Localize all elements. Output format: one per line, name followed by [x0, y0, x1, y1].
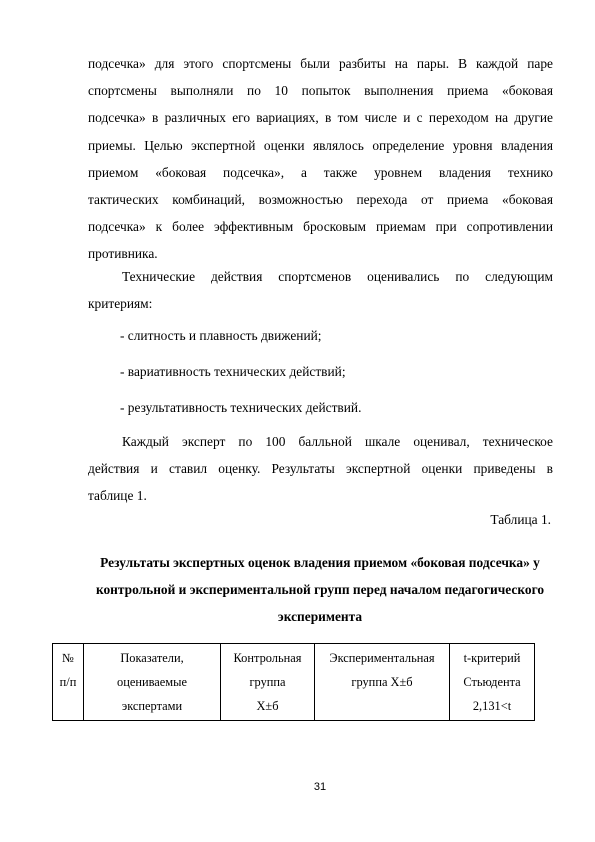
title-line: Результаты экспертных оценок владения приемом «боковая подсечка» у	[100, 555, 540, 570]
criteria-item: - результативность технических действий.	[120, 400, 362, 415]
header-text: группа	[249, 675, 286, 689]
header-cell-indicators	[84, 644, 221, 721]
title-line: контрольной и экспериментальной групп перед началом педагогического	[95, 582, 545, 598]
text-line: подсечка» в различных его вариациях, в том числе и с переходом на другие	[88, 110, 553, 126]
criteria-item: - вариативность технических действий;	[120, 364, 346, 379]
text-line: подсечка» к более эффективным бросковым приемам при сопротивлении	[88, 219, 553, 235]
paragraph-3	[88, 428, 553, 510]
text-line: противника.	[88, 246, 158, 262]
header-text: оцениваемые	[117, 675, 187, 689]
table-header-row	[53, 644, 535, 721]
header-text: экспертами	[121, 699, 183, 713]
header-cell-t-criterion	[450, 644, 535, 721]
header-cell-experimental-group	[315, 644, 450, 721]
header-text: Показатели,	[120, 651, 184, 665]
header-text: №	[62, 651, 74, 665]
header-text: X±б	[256, 699, 279, 713]
text-line: таблице 1.	[88, 488, 147, 504]
header-text: п/п	[59, 675, 77, 689]
header-text: группа X±б	[351, 675, 413, 689]
page-number: 31	[313, 781, 327, 793]
text-line: спортсмены выполняли по 10 попыток выполнения приема «боковая	[88, 83, 553, 99]
table-title	[60, 549, 580, 631]
results-table	[52, 643, 535, 721]
header-cell-number	[53, 644, 84, 721]
header-text: 2,131<t	[472, 699, 512, 713]
text-line: действия и ставил оценку. Результаты экспертной оценки приведены в	[88, 461, 553, 477]
text-line: подсечка» для этого спортсмены были разбиты на пары. В каждой паре	[88, 56, 553, 71]
header-text: Стьюдента	[463, 675, 521, 689]
header-cell-control-group	[221, 644, 315, 721]
header-text: Экспериментальная	[329, 651, 435, 665]
criteria-item: - слитность и плавность движений;	[120, 328, 322, 343]
text-line: Каждый эксперт по 100 балльной шкале оценивал, техническое	[122, 434, 553, 449]
paragraph-1	[88, 50, 553, 268]
text-line: тактических комбинаций, возможностью перехода от приема «боковая	[88, 191, 553, 207]
text-line: приемы. Целью экспертной оценки являлось определение уровня владения	[88, 137, 553, 153]
header-text: Контрольная	[233, 651, 302, 665]
text-line: Технические действия спортсменов оценивались по следующим	[122, 269, 553, 284]
paragraph-2	[88, 263, 553, 317]
text-line: критериям:	[88, 296, 153, 312]
text-line: приемом «боковая подсечка», а также уровнем владения технико	[88, 164, 553, 180]
table-caption: Таблица 1.	[490, 512, 551, 527]
header-text: t-критерий	[463, 651, 521, 665]
title-line: эксперимента	[277, 609, 363, 625]
